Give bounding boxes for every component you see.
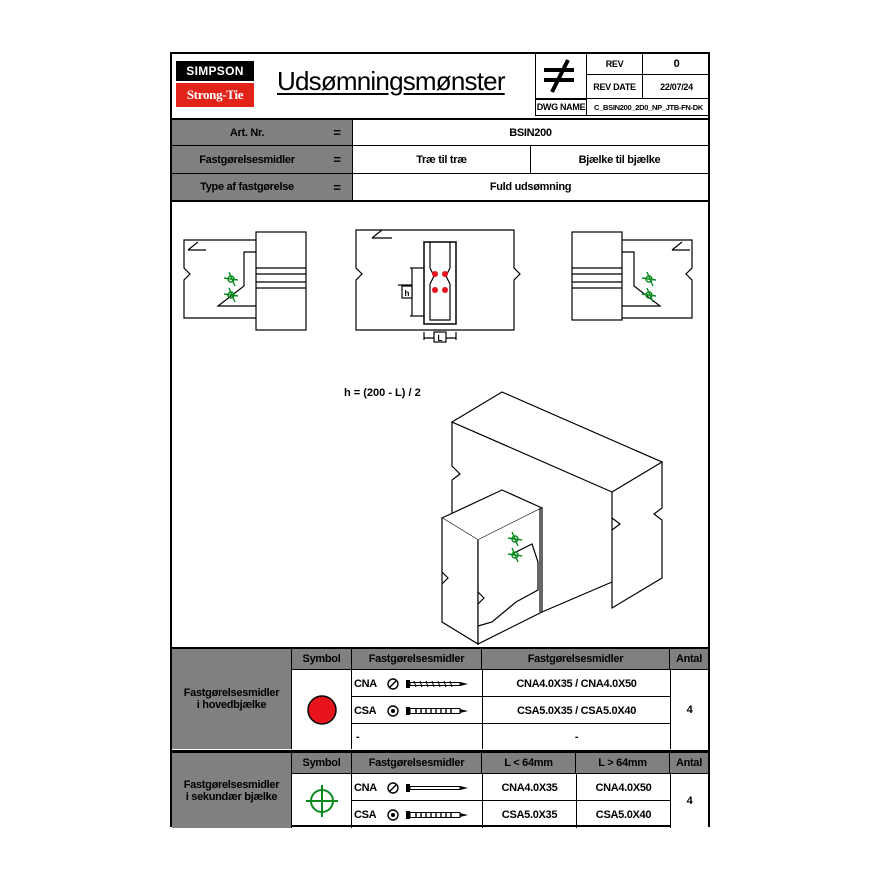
- dwg-name-value: C_BSIN200_2D0_NP_JTB-FN-DK: [586, 98, 710, 116]
- table1-col-fastener2: Fastgørelsesmidler: [482, 649, 670, 670]
- main-beam-table: [172, 647, 708, 747]
- table2-col-l-large: L > 64mm: [576, 753, 670, 774]
- fastener-spec-small: CSA5.0X35: [482, 801, 576, 828]
- table1-side-label: [172, 649, 292, 749]
- table2-side-label-line1: Fastgørelsesmidler: [183, 778, 280, 791]
- logo-strongtie: Strong-Tie: [176, 83, 254, 107]
- info-label-type: Type af fastgørelse: [172, 174, 322, 200]
- table-row: [352, 724, 708, 749]
- left-side-view: [184, 232, 306, 330]
- table-row: [352, 801, 670, 828]
- technical-drawing: [172, 202, 708, 648]
- info-label-art: Art. Nr.: [172, 120, 322, 146]
- table2-side-label-line2: i sekundær bjælke: [185, 790, 278, 803]
- drawing-sheet: [170, 52, 710, 827]
- screw-icon: [386, 704, 476, 718]
- fastener-spec-large: CSA5.0X40: [576, 801, 670, 828]
- center-front-view: [356, 230, 520, 342]
- table2-side-label: [172, 753, 292, 828]
- table1-col-count: Antal: [670, 649, 708, 670]
- table-row: [352, 774, 670, 801]
- rev-date-label: REV DATE: [586, 74, 643, 99]
- fastener-spec: CSA5.0X35 / CSA5.0X40: [482, 697, 670, 724]
- table1-col-fastener: Fastgørelsesmidler: [352, 649, 482, 670]
- right-side-view: [572, 232, 692, 320]
- info-value-art: BSIN200: [352, 120, 708, 146]
- info-value-beam: Bjælke til bjælke: [530, 146, 708, 174]
- logo-simpson: SIMPSON: [176, 61, 254, 81]
- table1-col-symbol: Symbol: [292, 649, 352, 670]
- logo: [176, 61, 254, 109]
- fastener-type: CSA: [354, 808, 377, 821]
- table2-col-count: Antal: [670, 753, 708, 774]
- table2-col-fastener: Fastgørelsesmidler: [352, 753, 482, 774]
- table1-side-label-line1: Fastgørelsesmidler: [183, 687, 280, 699]
- table1-count: 4: [670, 670, 708, 749]
- isometric-view: [442, 392, 662, 644]
- info-label-fasteners: Fastgørelsesmidler: [172, 146, 322, 174]
- info-equals: =: [322, 174, 352, 200]
- info-value-wood: Træ til træ: [352, 146, 530, 174]
- table2-col-l-small: L < 64mm: [482, 753, 576, 774]
- fastener-spec-large: CNA4.0X50: [576, 774, 670, 801]
- page-title: Udsømningsmønster: [277, 66, 505, 96]
- rev-value: 0: [642, 54, 710, 75]
- table-row: [352, 697, 708, 724]
- formula: h = (200 - L) / 2: [344, 387, 421, 399]
- green-crosshair-symbol: [292, 774, 352, 828]
- table2-count: 4: [670, 774, 708, 828]
- h-label: h: [404, 289, 410, 298]
- dwg-label: DWG NAME: [535, 98, 587, 116]
- table1-symbol-cell: [292, 670, 352, 749]
- fastener-spec: -: [482, 724, 670, 749]
- secondary-beam-table: [172, 750, 708, 825]
- not-equal-icon: [535, 54, 587, 100]
- l-label: L: [437, 334, 443, 343]
- info-value-type: Fuld udsømning: [352, 174, 708, 200]
- rev-label: REV: [586, 54, 643, 75]
- table-row: [352, 670, 708, 697]
- info-equals: =: [322, 120, 352, 146]
- info-equals: =: [322, 146, 352, 174]
- table1-side-label-line2: i hovedbjælke: [196, 699, 267, 711]
- table2-col-symbol: Symbol: [292, 753, 352, 774]
- rev-date-value: 22/07/24: [642, 74, 710, 99]
- nail-icon: [386, 781, 476, 795]
- fastener-type: -: [356, 730, 360, 743]
- table2-symbol-cell: [292, 774, 352, 828]
- screw-icon: [386, 808, 476, 822]
- info-table: [172, 118, 708, 202]
- fastener-type: CNA: [354, 781, 377, 794]
- fastener-spec-small: CNA4.0X35: [482, 774, 576, 801]
- fastener-type: CSA: [354, 704, 377, 717]
- fastener-type: CNA: [354, 677, 377, 690]
- nail-icon: [386, 677, 476, 691]
- fastener-spec: CNA4.0X35 / CNA4.0X50: [482, 670, 670, 697]
- red-circle-symbol: [292, 670, 352, 749]
